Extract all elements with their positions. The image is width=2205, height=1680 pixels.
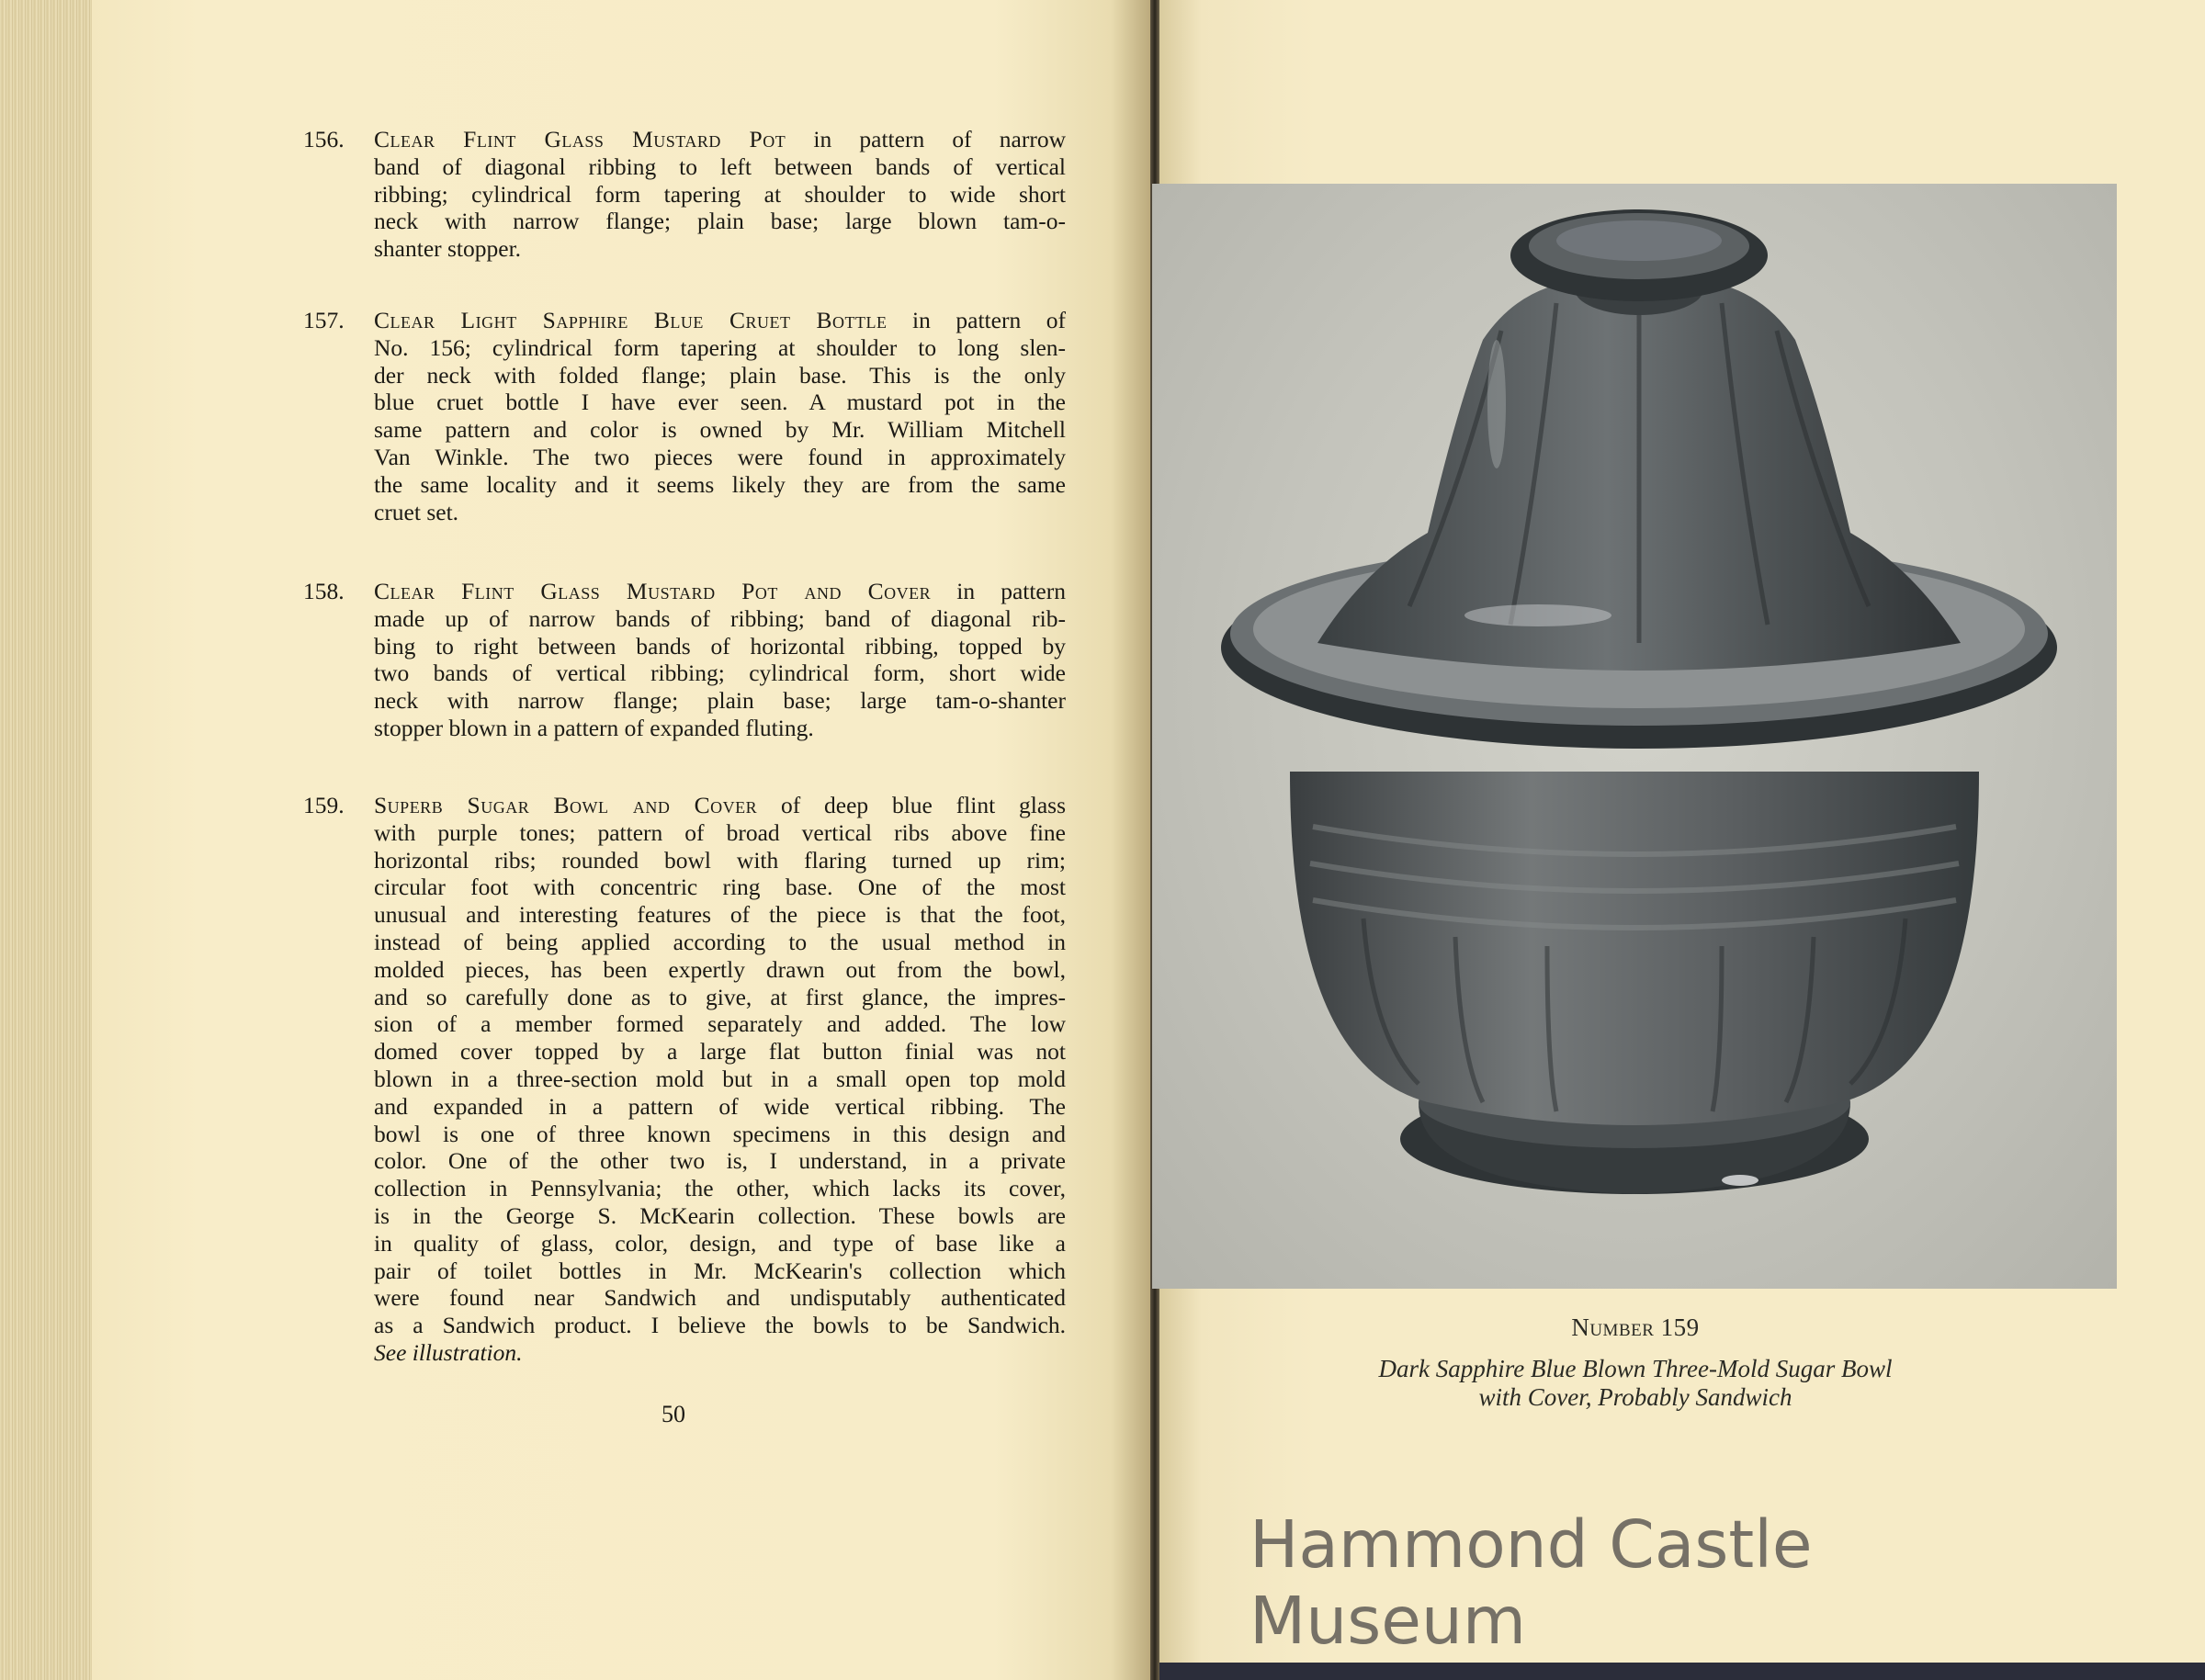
entry-line: horizontal ribs; rounded bowl with flaring turned up rim;: [374, 846, 1066, 874]
page-number: 50: [662, 1401, 685, 1427]
scan-shadow: [1159, 1663, 2205, 1680]
entry-line: Van Winkle. The two pieces were found in approximately: [374, 443, 1066, 470]
entry-line: same pattern and color is owned by Mr. William Mitchell: [374, 416, 1066, 444]
entry-line: with purple tones; pattern of broad vertical ribs above fine: [374, 818, 1066, 846]
entry-line: made up of narrow bands of ribbing; band of diagonal rib-: [374, 604, 1066, 632]
entry-title: Clear Flint Glass Mustard Pot: [374, 126, 786, 152]
entry-first-line: Clear Flint Glass Mustard Pot in pattern of narrow: [374, 126, 1066, 152]
entry-first-line: Clear Flint Glass Mustard Pot and Cover in pattern: [374, 578, 1066, 604]
entry-line: sion of a member formed separately and added. The low: [374, 1010, 1066, 1038]
entry-line: neck with narrow flange; plain base; large tam-o-shanter: [374, 687, 1066, 715]
entry-line: the same locality and it seems likely they are from the same: [374, 470, 1066, 498]
entry-first-line: Superb Sugar Bowl and Cover of deep blue flint glass: [374, 792, 1066, 818]
entry-line: domed cover topped by a large flat button finial was not: [374, 1038, 1066, 1066]
caption-line-2: with Cover, Probably Sandwich: [1478, 1383, 1792, 1411]
entry-number: 157.: [303, 307, 345, 333]
entry-text: [374, 307, 1066, 525]
museum-watermark: Hammond Castle Museum: [1250, 1506, 1813, 1659]
entry-title: Clear Flint Glass Mustard Pot and Cover: [374, 578, 932, 604]
entry-line: molded pieces, has been expertly drawn out from the bowl,: [374, 955, 1066, 983]
entry-line: color. One of the other two is, I understand, in a private: [374, 1147, 1066, 1175]
entry-line: collection in Pennsylvania; the other, which lacks its cover,: [374, 1175, 1066, 1202]
entry-line: as a Sandwich product. I believe the bowls to be Sandwich.: [374, 1312, 1066, 1339]
entry-line: ribbing; cylindrical form tapering at shoulder to wide short: [374, 180, 1066, 208]
entry-line: pair of toilet bottles in Mr. McKearin's collection which: [374, 1257, 1066, 1284]
entry-line: is in the George S. McKearin collection. These bowls are: [374, 1201, 1066, 1229]
entry-line: neck with narrow flange; plain base; large blown tam-o-: [374, 208, 1066, 235]
entry-title: Clear Light Sapphire Blue Cruet Bottle: [374, 307, 888, 333]
entry-number: 159.: [303, 792, 345, 818]
entry-title: Superb Sugar Bowl and Cover: [374, 792, 758, 818]
entry-text: [374, 792, 1066, 1367]
entry-line: and expanded in a pattern of wide vertical ribbing. The: [374, 1092, 1066, 1120]
entry-line: der neck with folded flange; plain base. This is the only: [374, 361, 1066, 389]
entry-line: were found near Sandwich and undisputably authenticated: [374, 1284, 1066, 1312]
entry-line: in quality of glass, color, design, and type of base like a: [374, 1229, 1066, 1257]
entry-number: 156.: [303, 126, 345, 152]
entry-line: blown in a three-section mold but in a small open top mold: [374, 1065, 1066, 1092]
entry-line: No. 156; cylindrical form tapering at shoulder to long slen-: [374, 333, 1066, 361]
sugar-bowl-illustration: [1152, 184, 2117, 1289]
entry-line: bing to right between bands of horizontal ribbing, topped by: [374, 632, 1066, 660]
caption-line-1: Dark Sapphire Blue Blown Three-Mold Sugar Bowl: [1378, 1355, 1893, 1382]
entry-line: shanter stopper.: [374, 235, 522, 263]
entry-line: cruet set.: [374, 498, 459, 525]
page-edges: [0, 0, 92, 1680]
entry-line: unusual and interesting features of the piece is that the foot,: [374, 901, 1066, 929]
entry-line: band of diagonal ribbing to left between bands of vertical: [374, 152, 1066, 180]
entry-line: blue cruet bottle I have ever seen. A mustard pot in the: [374, 389, 1066, 416]
entry-text: [374, 578, 1066, 742]
entry-line: stopper blown in a pattern of expanded fluting.: [374, 714, 814, 741]
caption-title: Number 159: [1571, 1314, 1700, 1341]
entry-line: instead of being applied according to the usual method in: [374, 928, 1066, 955]
entry-line: See illustration.: [374, 1338, 523, 1366]
entry-text: [374, 126, 1066, 263]
entry-first-line: Clear Light Sapphire Blue Cruet Bottle in pattern of: [374, 307, 1066, 333]
entry-line: circular foot with concentric ring base. One of the most: [374, 874, 1066, 901]
entry-line: and so carefully done as to give, at first glance, the impres-: [374, 983, 1066, 1010]
entry-number: 158.: [303, 578, 345, 604]
entry-line: bowl is one of three known specimens in this design and: [374, 1120, 1066, 1147]
entry-line: two bands of vertical ribbing; cylindrical form, short wide: [374, 660, 1066, 687]
sugar-bowl-photograph: [1152, 184, 2117, 1289]
